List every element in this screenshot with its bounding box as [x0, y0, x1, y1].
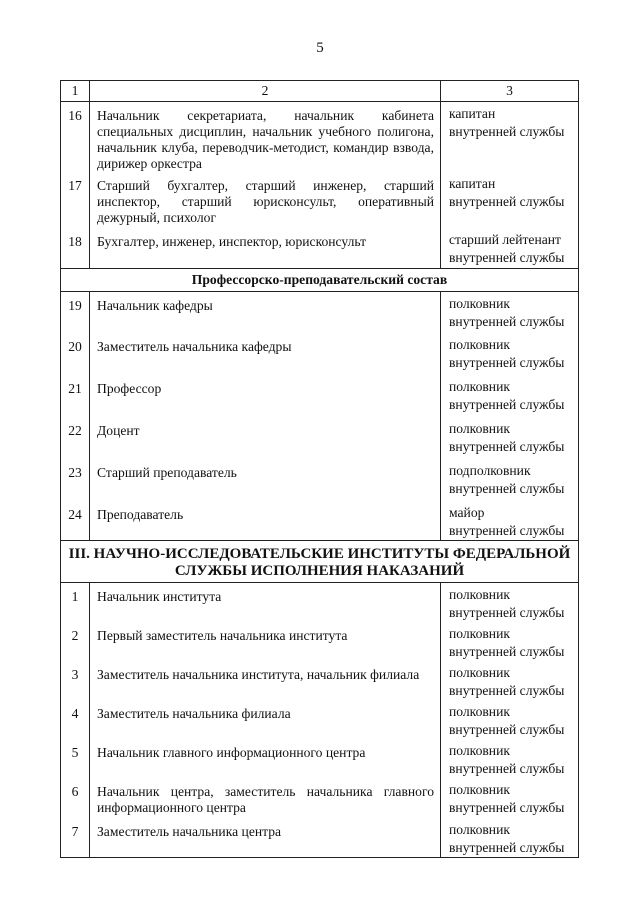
rank-service: внутренней службы — [449, 481, 565, 496]
row-number: 20 — [61, 333, 90, 375]
section-heading-row — [61, 541, 579, 583]
rank-cell — [441, 583, 579, 623]
row-number: 17 — [61, 172, 90, 228]
position-title: Начальник кафедры — [90, 291, 441, 333]
row-number: 24 — [61, 501, 90, 541]
rank-cell — [441, 818, 579, 858]
rank-service: внутренней службы — [449, 840, 565, 855]
position-title: Бухгалтер, инженер, инспектор, юрисконсульт — [90, 228, 441, 268]
rank-service: внутренней службы — [449, 523, 565, 538]
rank-name: полковник — [449, 743, 510, 758]
row-number: 19 — [61, 291, 90, 333]
table-row — [61, 459, 579, 501]
rank-cell — [441, 333, 579, 375]
rank-name: капитан — [449, 176, 496, 191]
rank-cell — [441, 739, 579, 778]
position-title: Заместитель начальника центра — [90, 818, 441, 858]
rank-cell — [441, 459, 579, 501]
row-number: 18 — [61, 228, 90, 268]
rank-name: капитан — [449, 106, 496, 121]
position-title: Начальник института — [90, 583, 441, 623]
position-title: Доцент — [90, 417, 441, 459]
column-header-1: 1 — [61, 81, 90, 102]
column-header-2: 2 — [90, 81, 441, 102]
position-title: Заместитель начальника кафедры — [90, 333, 441, 375]
rank-name: полковник — [449, 704, 510, 719]
position-title: Профессор — [90, 375, 441, 417]
page-number: 5 — [316, 40, 324, 56]
rank-cell — [441, 661, 579, 700]
rank-service: внутренней службы — [449, 644, 565, 659]
position-title: Старший преподаватель — [90, 459, 441, 501]
row-number: 4 — [61, 700, 90, 739]
rank-service: внутренней службы — [449, 313, 565, 329]
rank-cell — [441, 417, 579, 459]
table-row — [61, 172, 579, 228]
rank-name: полковник — [449, 337, 510, 352]
rank-cell — [441, 778, 579, 818]
rank-service: внутренней службы — [449, 397, 565, 412]
table-row — [61, 583, 579, 623]
rank-name: полковник — [449, 626, 510, 641]
row-number: 1 — [61, 583, 90, 623]
position-title: Начальник секретариата, начальник кабинета специальных дисциплин, начальник учебного полигона, начальник клуба, переводчик-методист, командир взвода, дирижер оркестра — [90, 102, 441, 173]
table-row — [61, 333, 579, 375]
row-number: 7 — [61, 818, 90, 858]
row-number: 16 — [61, 102, 90, 173]
position-title: Первый заместитель начальника института — [90, 622, 441, 661]
rank-service: внутренней службы — [449, 605, 565, 620]
table-row — [61, 501, 579, 541]
rank-service: внутренней службы — [449, 800, 565, 815]
table-header-row — [61, 81, 579, 102]
rank-cell — [441, 501, 579, 541]
position-title: Преподаватель — [90, 501, 441, 541]
table-row — [61, 778, 579, 818]
position-title: Начальник центра, заместитель начальника главного информационного центра — [90, 778, 441, 818]
table-row — [61, 228, 579, 268]
rank-name: полковник — [449, 665, 510, 680]
rank-name: полковник — [449, 295, 510, 311]
rank-service: внутренней службы — [449, 722, 565, 737]
position-title: Начальник главного информационного центра — [90, 739, 441, 778]
rank-cell — [441, 102, 579, 173]
row-number: 2 — [61, 622, 90, 661]
row-number: 21 — [61, 375, 90, 417]
rank-service: внутренней службы — [449, 124, 565, 139]
table-row — [61, 375, 579, 417]
rank-name: полковник — [449, 782, 510, 797]
table-row — [61, 102, 579, 173]
rank-service: внутренней службы — [449, 250, 565, 265]
rank-cell — [441, 375, 579, 417]
rank-service: внутренней службы — [449, 439, 565, 454]
ranks-table — [60, 80, 579, 858]
row-number: 5 — [61, 739, 90, 778]
row-number: 22 — [61, 417, 90, 459]
row-number: 3 — [61, 661, 90, 700]
rank-name: полковник — [449, 421, 510, 436]
section-heading-row — [61, 268, 579, 291]
table-row — [61, 700, 579, 739]
section-heading: Профессорско-преподавательский состав — [61, 268, 579, 291]
table-row — [61, 417, 579, 459]
rank-name: майор — [449, 505, 485, 520]
rank-name: полковник — [449, 822, 510, 837]
table-row — [61, 818, 579, 858]
rank-cell — [441, 622, 579, 661]
rank-service: внутренней службы — [449, 683, 565, 698]
rank-name: подполковник — [449, 463, 531, 478]
row-number: 6 — [61, 778, 90, 818]
table-row — [61, 622, 579, 661]
rank-name: старший лейтенант — [449, 232, 561, 247]
rank-cell — [441, 700, 579, 739]
table-row — [61, 291, 579, 333]
rank-cell — [441, 172, 579, 228]
position-title: Заместитель начальника филиала — [90, 700, 441, 739]
position-title: Заместитель начальника института, начальник филиала — [90, 661, 441, 700]
rank-service: внутренней службы — [449, 355, 565, 370]
rank-name: полковник — [449, 379, 510, 394]
rank-cell — [441, 291, 579, 333]
table-row — [61, 661, 579, 700]
rank-service: внутренней службы — [449, 194, 565, 209]
rank-cell — [441, 228, 579, 268]
rank-name: полковник — [449, 587, 510, 602]
rank-service: внутренней службы — [449, 761, 565, 776]
section-heading: III. НАУЧНО-ИССЛЕДОВАТЕЛЬСКИЕ ИНСТИТУТЫ ФЕДЕРАЛЬНОЙ СЛУЖБЫ ИСПОЛНЕНИЯ НАКАЗАНИЙ — [61, 541, 579, 583]
position-title: Старший бухгалтер, старший инженер, старший инспектор, старший юрисконсульт, оперативный дежурный, психолог — [90, 172, 441, 228]
row-number: 23 — [61, 459, 90, 501]
table-row — [61, 739, 579, 778]
column-header-3: 3 — [441, 81, 579, 102]
